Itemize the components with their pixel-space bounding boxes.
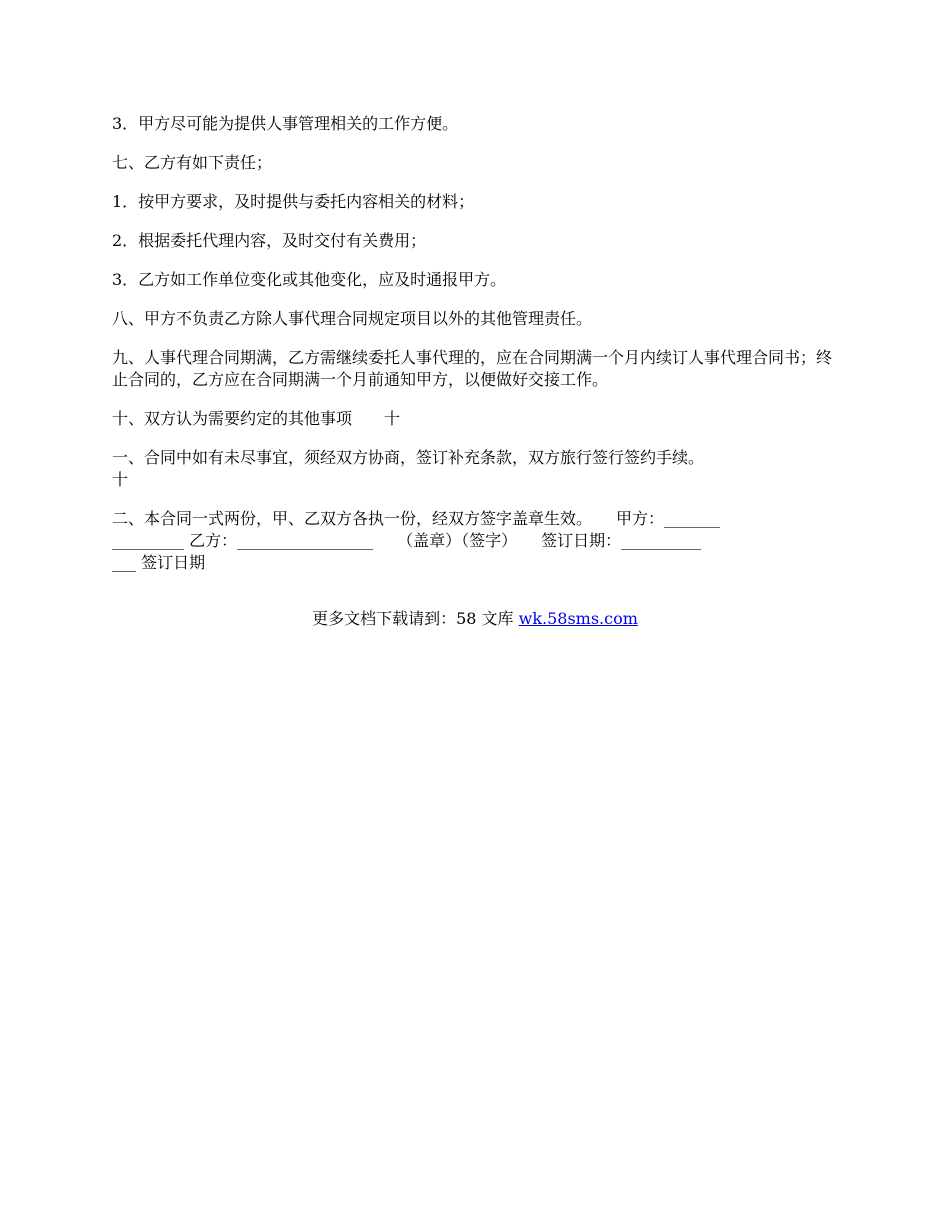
footer-link[interactable]: wk.58sms.com bbox=[518, 609, 638, 628]
paragraph-clause-11: 一、合同中如有未尽事宜，须经双方协商，签订补充条款，双方旅行签行签约手续。 十 bbox=[112, 448, 705, 489]
paragraph-clause-7-heading: 七、乙方有如下责任； bbox=[112, 153, 273, 172]
download-footer bbox=[0, 608, 950, 630]
paragraph-clause-8: 八、甲方不负责乙方除人事代理合同规定项目以外的其他管理责任。 bbox=[112, 309, 593, 328]
paragraph-clause-12-signature: 二、本合同一式两份，甲、乙双方各执一份，经双方签字盖章生效。 甲方：_______ _________ 乙方：_________________ （盖章）（签字） 签订日期：__________ ___ 签订日期 bbox=[112, 509, 721, 572]
paragraph-clause-7-3: 3．乙方如工作单位变化或其他变化，应及时通报甲方。 bbox=[112, 270, 507, 289]
paragraph-clause-6-3: 3．甲方尽可能为提供人事管理相关的工作方便。 bbox=[112, 114, 459, 133]
paragraph-clause-7-1: 1．按甲方要求，及时提供与委托内容相关的材料； bbox=[112, 192, 475, 211]
document-body bbox=[112, 113, 840, 591]
footer-prefix-text: 更多文档下载请到：58 文库 bbox=[312, 609, 519, 628]
paragraph-clause-9: 九、人事代理合同期满，乙方需继续委托人事代理的，应在合同期满一个月内续订人事代理合同书；终止合同的，乙方应在合同期满一个月前通知甲方，以便做好交接工作。 bbox=[112, 348, 833, 389]
paragraph-clause-10: 十、双方认为需要约定的其他事项 十 bbox=[112, 409, 401, 428]
paragraph-clause-7-2: 2．根据委托代理内容，及时交付有关费用； bbox=[112, 231, 427, 250]
